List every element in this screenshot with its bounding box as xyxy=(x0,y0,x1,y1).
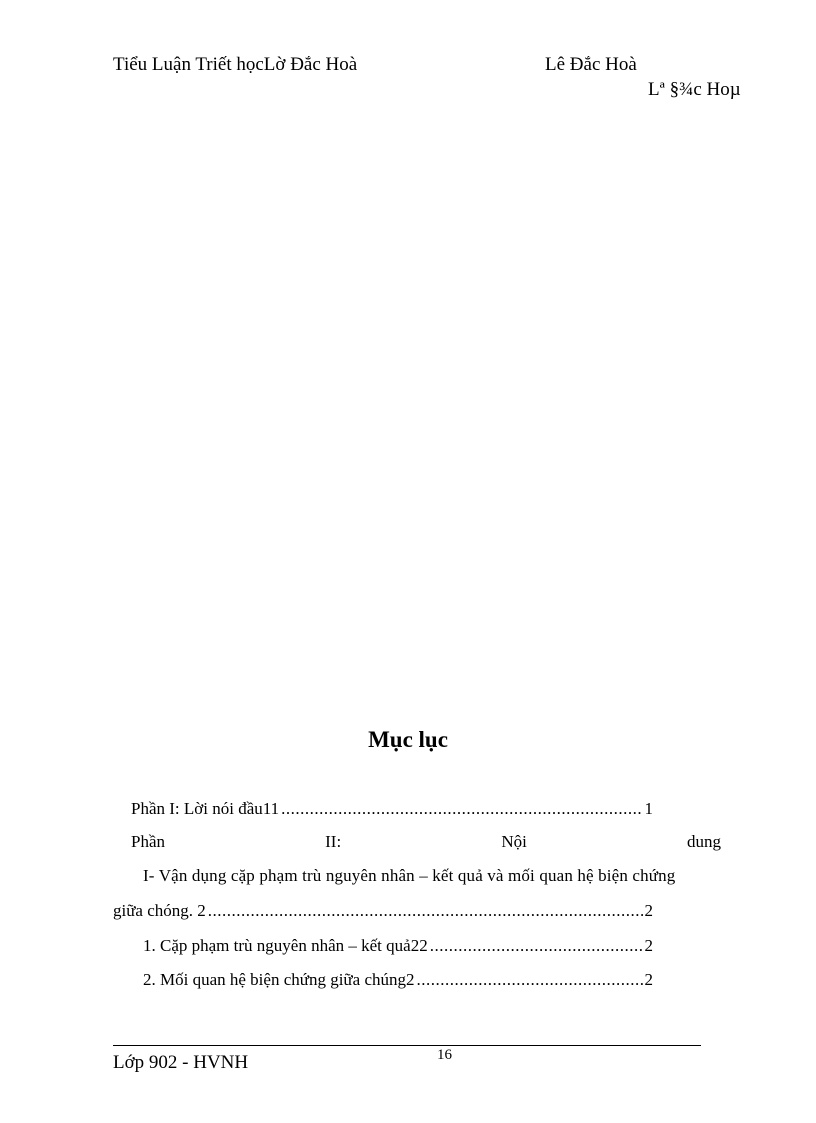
toc-entry xyxy=(143,970,653,990)
toc-title: Mục lục xyxy=(368,727,448,752)
toc-entry-page: 2 xyxy=(644,901,653,920)
toc-entry-page: 2 xyxy=(644,970,653,989)
toc-leader-dots xyxy=(430,936,643,956)
toc-leader-dots xyxy=(417,970,643,990)
toc-entry-word: dung xyxy=(686,832,721,851)
toc-leader-dots xyxy=(281,799,642,819)
footer-divider xyxy=(113,1045,701,1046)
toc-entry xyxy=(131,832,721,852)
toc-entry-text: giữa chóng. 2 xyxy=(113,901,206,920)
toc-entry-word: Nội xyxy=(501,832,527,851)
toc-entry-text: 1. Cặp phạm trù nguyên nhân – kết quả22 xyxy=(143,936,428,955)
header-right-text: Lê Đắc Hoà xyxy=(545,54,637,75)
toc-entry-text: 2. Mối quan hệ biện chứng giữa chúng2 xyxy=(143,970,415,989)
toc-entry-text: Phần I: Lời nói đầu11 xyxy=(131,799,280,818)
toc-entry xyxy=(143,936,653,956)
toc-entry-word: II: xyxy=(325,832,342,851)
toc-entry-text: I- Vận dụng cặp phạm trù nguyên nhân – kết quả và mối quan hệ biện chứng xyxy=(143,866,676,885)
toc-entry-page: 1 xyxy=(644,799,653,818)
toc-entry xyxy=(131,799,653,819)
toc-entry-page: 2 xyxy=(644,936,653,955)
page-number: 16 xyxy=(437,1047,452,1063)
toc-leader-dots xyxy=(208,901,643,921)
footer-left-text: Lớp 902 - HVNH xyxy=(113,1052,249,1073)
toc-entry-line xyxy=(143,866,721,886)
toc-entry xyxy=(113,901,653,921)
header-right-legacy-text: Lª §¾c Hoµ xyxy=(648,79,741,100)
toc-entry-word: Phần xyxy=(131,832,165,851)
header-left-text: Tiểu Luận Triết họcLờ Đắc Hoà xyxy=(113,54,358,75)
